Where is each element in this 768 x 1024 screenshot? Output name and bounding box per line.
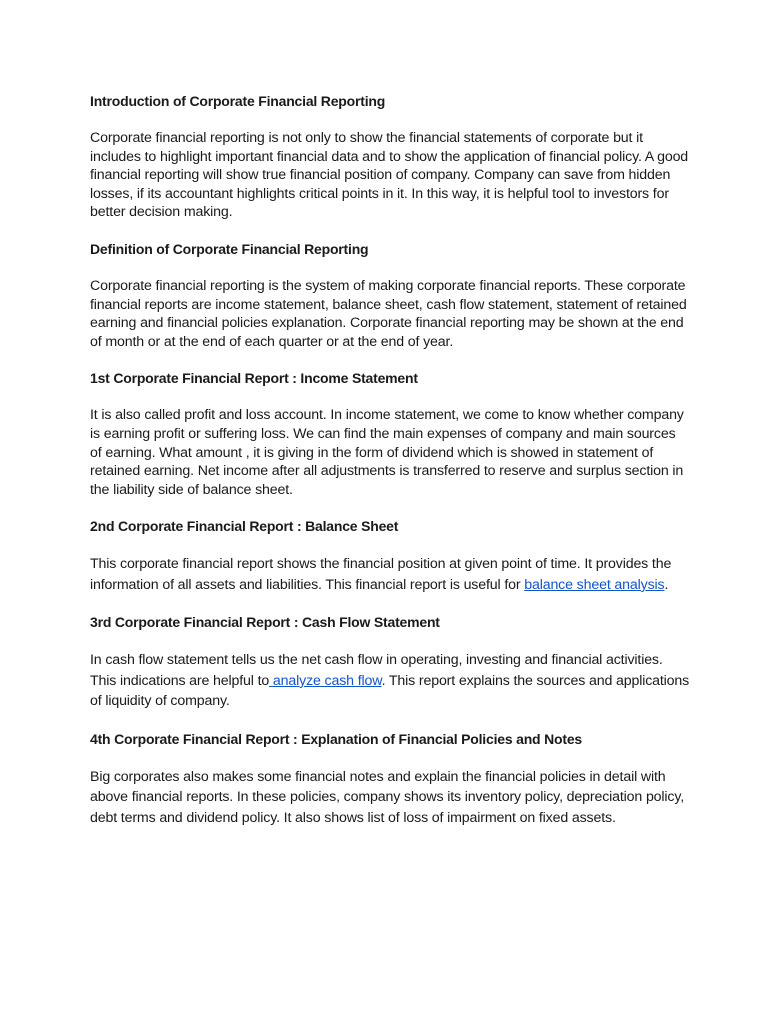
paragraph-cash-flow [90, 650, 690, 712]
heading-cash-flow: 3rd Corporate Financial Report : Cash Flow Statement [90, 614, 440, 631]
paragraph-balance-sheet-text: This corporate financial report shows the financial position at given point of time. It provides the information of all assets and liabilities. This financial report is useful for [90, 556, 672, 593]
heading-definition: Definition of Corporate Financial Reporting [90, 240, 369, 257]
paragraph-cash-flow-end: . This report explains the sources and applications of liquidity of company. [90, 672, 690, 710]
paragraph-balance-sheet [90, 554, 690, 595]
heading-introduction: Introduction of Corporate Financial Reporting [90, 93, 386, 109]
paragraph-income-statement: It is also called profit and loss account. In income statement, we come to know whether company is earning profit or suffering loss. We can find the main expenses of company and main sources of earning. What amount , it is giving in the form of dividend which is showed in statement of retained earning. Net income after all adjustments is transferred to reserve and surplus section in the liability side of balance sheet. [90, 407, 684, 498]
heading-income-statement: 1st Corporate Financial Report : Income Statement [90, 370, 418, 387]
paragraph-introduction: Corporate financial reporting is not only to show the financial statements of corporate but it includes to highlight important financial data and to show the application of financial policy. A good financial reporting will show true financial position of company. Company can save from hidden losses, if its accountant highlights critical points in it. In this way, it is helpful tool to investors for better decision making. [90, 130, 689, 221]
heading-financial-policies: 4th Corporate Financial Report : Explanation of Financial Policies and Notes [90, 730, 582, 747]
document-page [90, 92, 690, 846]
paragraph-financial-policies: Big corporates also makes some financial notes and explain the financial policies in detail with above financial reports. In these policies, company shows its inventory policy, depreciation policy, debt terms and dividend policy. It also shows list of loss of impairment on fixed assets. [90, 768, 685, 826]
paragraph-balance-sheet-end: . [664, 576, 669, 593]
paragraph-definition: Corporate financial reporting is the system of making corporate financial reports. These corporate financial reports are income statement, balance sheet, cash flow statement, statement of retained earning and financial policies explanation. Corporate financial reporting may be shown at the end of month or at the end of each quarter or at the end of year. [90, 277, 687, 350]
heading-balance-sheet: 2nd Corporate Financial Report : Balance Sheet [90, 518, 399, 535]
paragraph-cash-flow-text: In cash flow statement tells us the net cash flow in operating, investing and financial activities. This indications are helpful to [90, 652, 663, 689]
balance-sheet-analysis-link[interactable]: balance sheet analysis [524, 576, 665, 593]
analyze-cash-flow-link[interactable]: analyze cash flow [269, 672, 382, 689]
